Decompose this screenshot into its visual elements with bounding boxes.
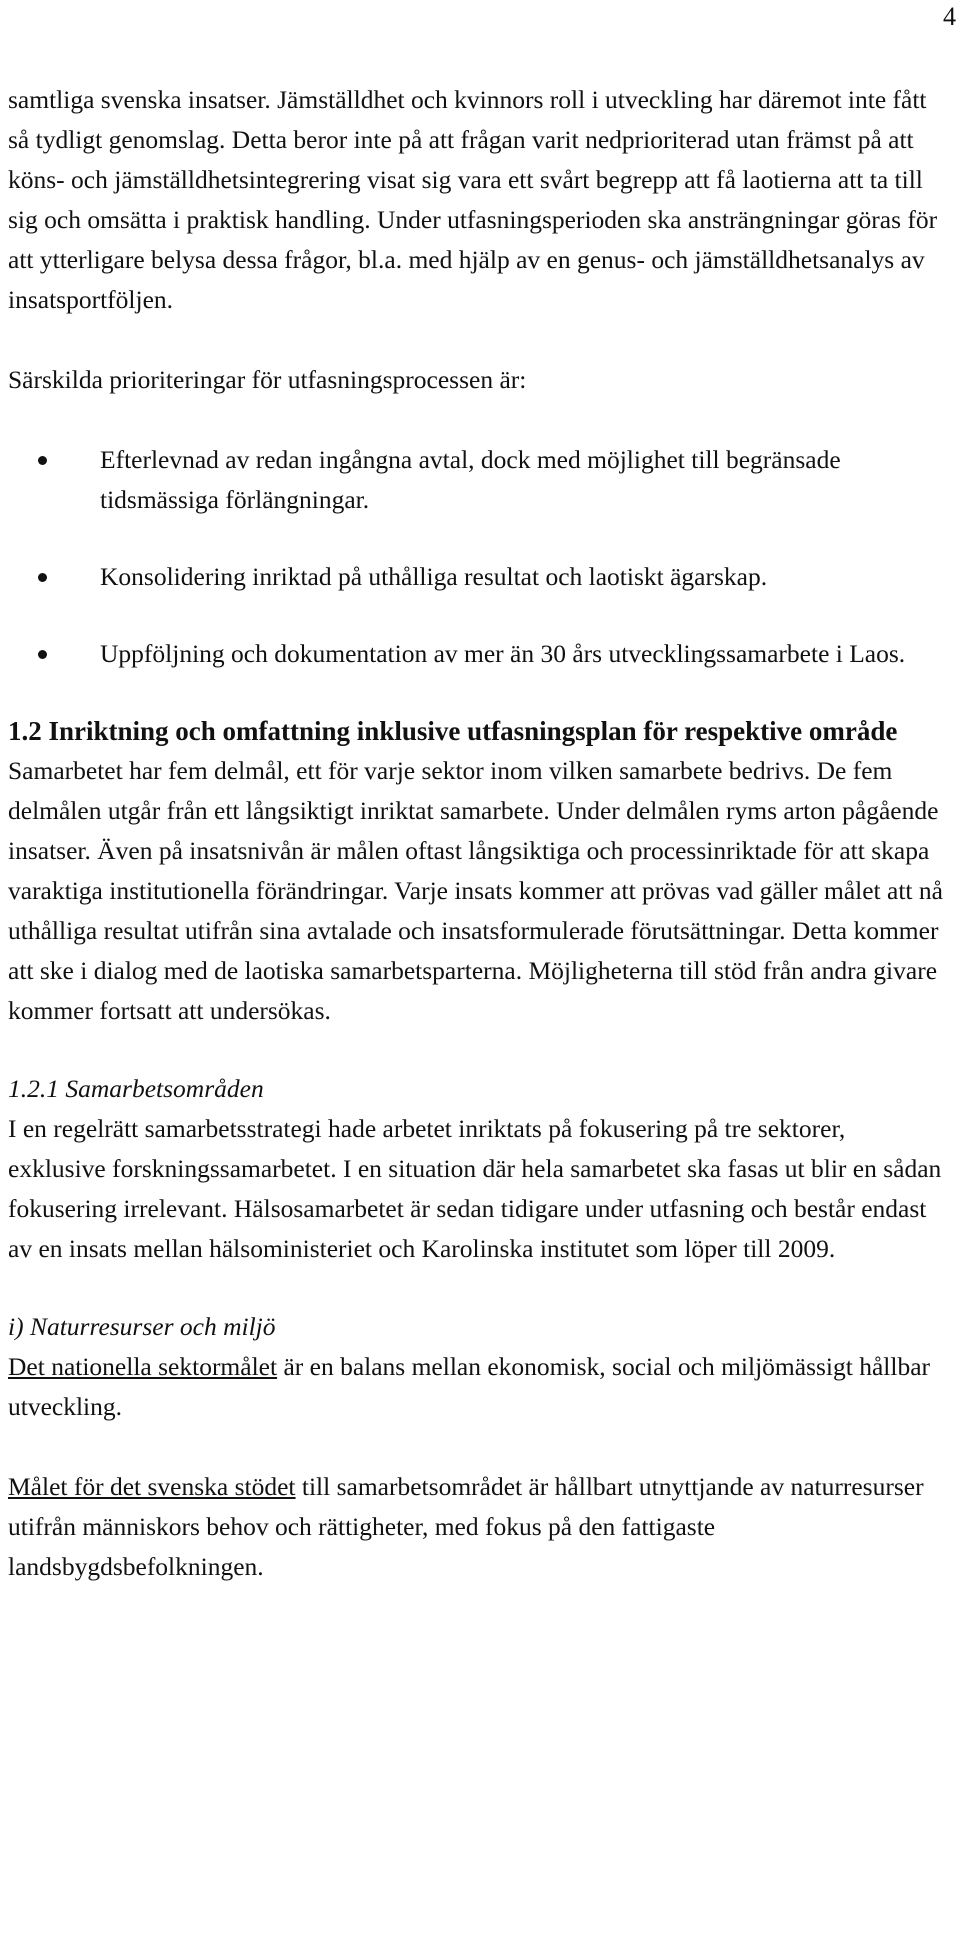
bullet-icon xyxy=(38,650,47,659)
document-body xyxy=(8,80,948,1587)
list-item-text: Uppföljning och dokumentation av mer än 30 års utvecklingssamarbete i Laos. xyxy=(100,639,906,668)
list-item-text: Efterlevnad av redan ingångna avtal, dock med möjlighet till begränsade tidsmässiga förlängningar. xyxy=(100,445,841,514)
list-item xyxy=(8,557,948,597)
list-item xyxy=(8,440,948,520)
bullet-icon xyxy=(38,573,47,582)
page-number: 4 xyxy=(943,2,956,31)
list-item-text: Konsolidering inriktad på uthålliga resultat och laotiskt ägarskap. xyxy=(100,562,768,591)
bullet-icon xyxy=(38,456,47,465)
section-1-2-1-body: I en regelrätt samarbetsstrategi hade arbetet inriktats på fokusering på tre sektorer, exklusive forskningssamarbetet. I en situation där hela samarbetet ska fasas ut blir en sådan fokusering irrelevant. Hälsosamarbetet är sedan tidigare under utfasning och består endast av en insats mellan hälsoministeriet och Karolinska institutet som löper till 2009. xyxy=(8,1114,942,1263)
priorities-heading: Särskilda prioriteringar för utfasningsprocessen är: xyxy=(8,365,527,394)
national-goal-paragraph xyxy=(8,1347,948,1427)
list-item xyxy=(8,634,948,674)
national-goal-text: är en balans mellan ekonomisk, social och miljömässigt hållbar utveckling. xyxy=(8,1352,931,1421)
swedish-goal-text: till samarbetsområdet är hållbart utnyttjande av naturresurser utifrån människors behov och rättigheter, med fokus på den fattigaste landsbygdsbefolkningen. xyxy=(8,1472,924,1581)
section-heading-1-2: 1.2 Inriktning och omfattning inklusive utfasningsplan för respektive område xyxy=(8,716,898,746)
swedish-goal-paragraph xyxy=(8,1467,948,1587)
intro-paragraph: samtliga svenska insatser. Jämställdhet och kvinnors roll i utveckling har däremot inte fått så tydligt genomslag. Detta beror inte på att frågan varit nedprioriterad utan främst på att köns- och jämställdhetsintegrering visat sig vara ett svårt begrepp att få laotierna att ta till sig och omsätta i praktisk handling. Under utfasningsperioden ska ansträngningar göras för att ytterligare belysa dessa frågor, bl.a. med hjälp av en genus- och jämställdhetsanalys av insatsportföljen. xyxy=(8,85,938,314)
section-heading-i: i) Naturresurser och miljö xyxy=(8,1312,276,1341)
swedish-goal-label: Målet för det svenska stödet xyxy=(8,1472,296,1501)
priorities-list xyxy=(8,440,948,674)
section-heading-1-2-1: 1.2.1 Samarbetsområden xyxy=(8,1074,264,1103)
section-1-2-body: Samarbetet har fem delmål, ett för varje sektor inom vilken samarbete bedrivs. De fem delmålen utgår från ett långsiktigt inriktat samarbete. Under delmålen ryms arton pågående insatser. Även på insatsnivån är målen oftast långsiktiga och processinriktade för att skapa varaktiga institutionella förändringar. Varje insats kommer att prövas vad gäller målet att nå uthålliga resultat utifrån sina avtalade och insatsformulerade förutsättningar. Detta kommer att ske i dialog med de laotiska samarbetsparterna. Möjligheterna till stöd från andra givare kommer fortsatt att undersökas. xyxy=(8,756,943,1025)
national-goal-label: Det nationella sektormålet xyxy=(8,1352,278,1381)
